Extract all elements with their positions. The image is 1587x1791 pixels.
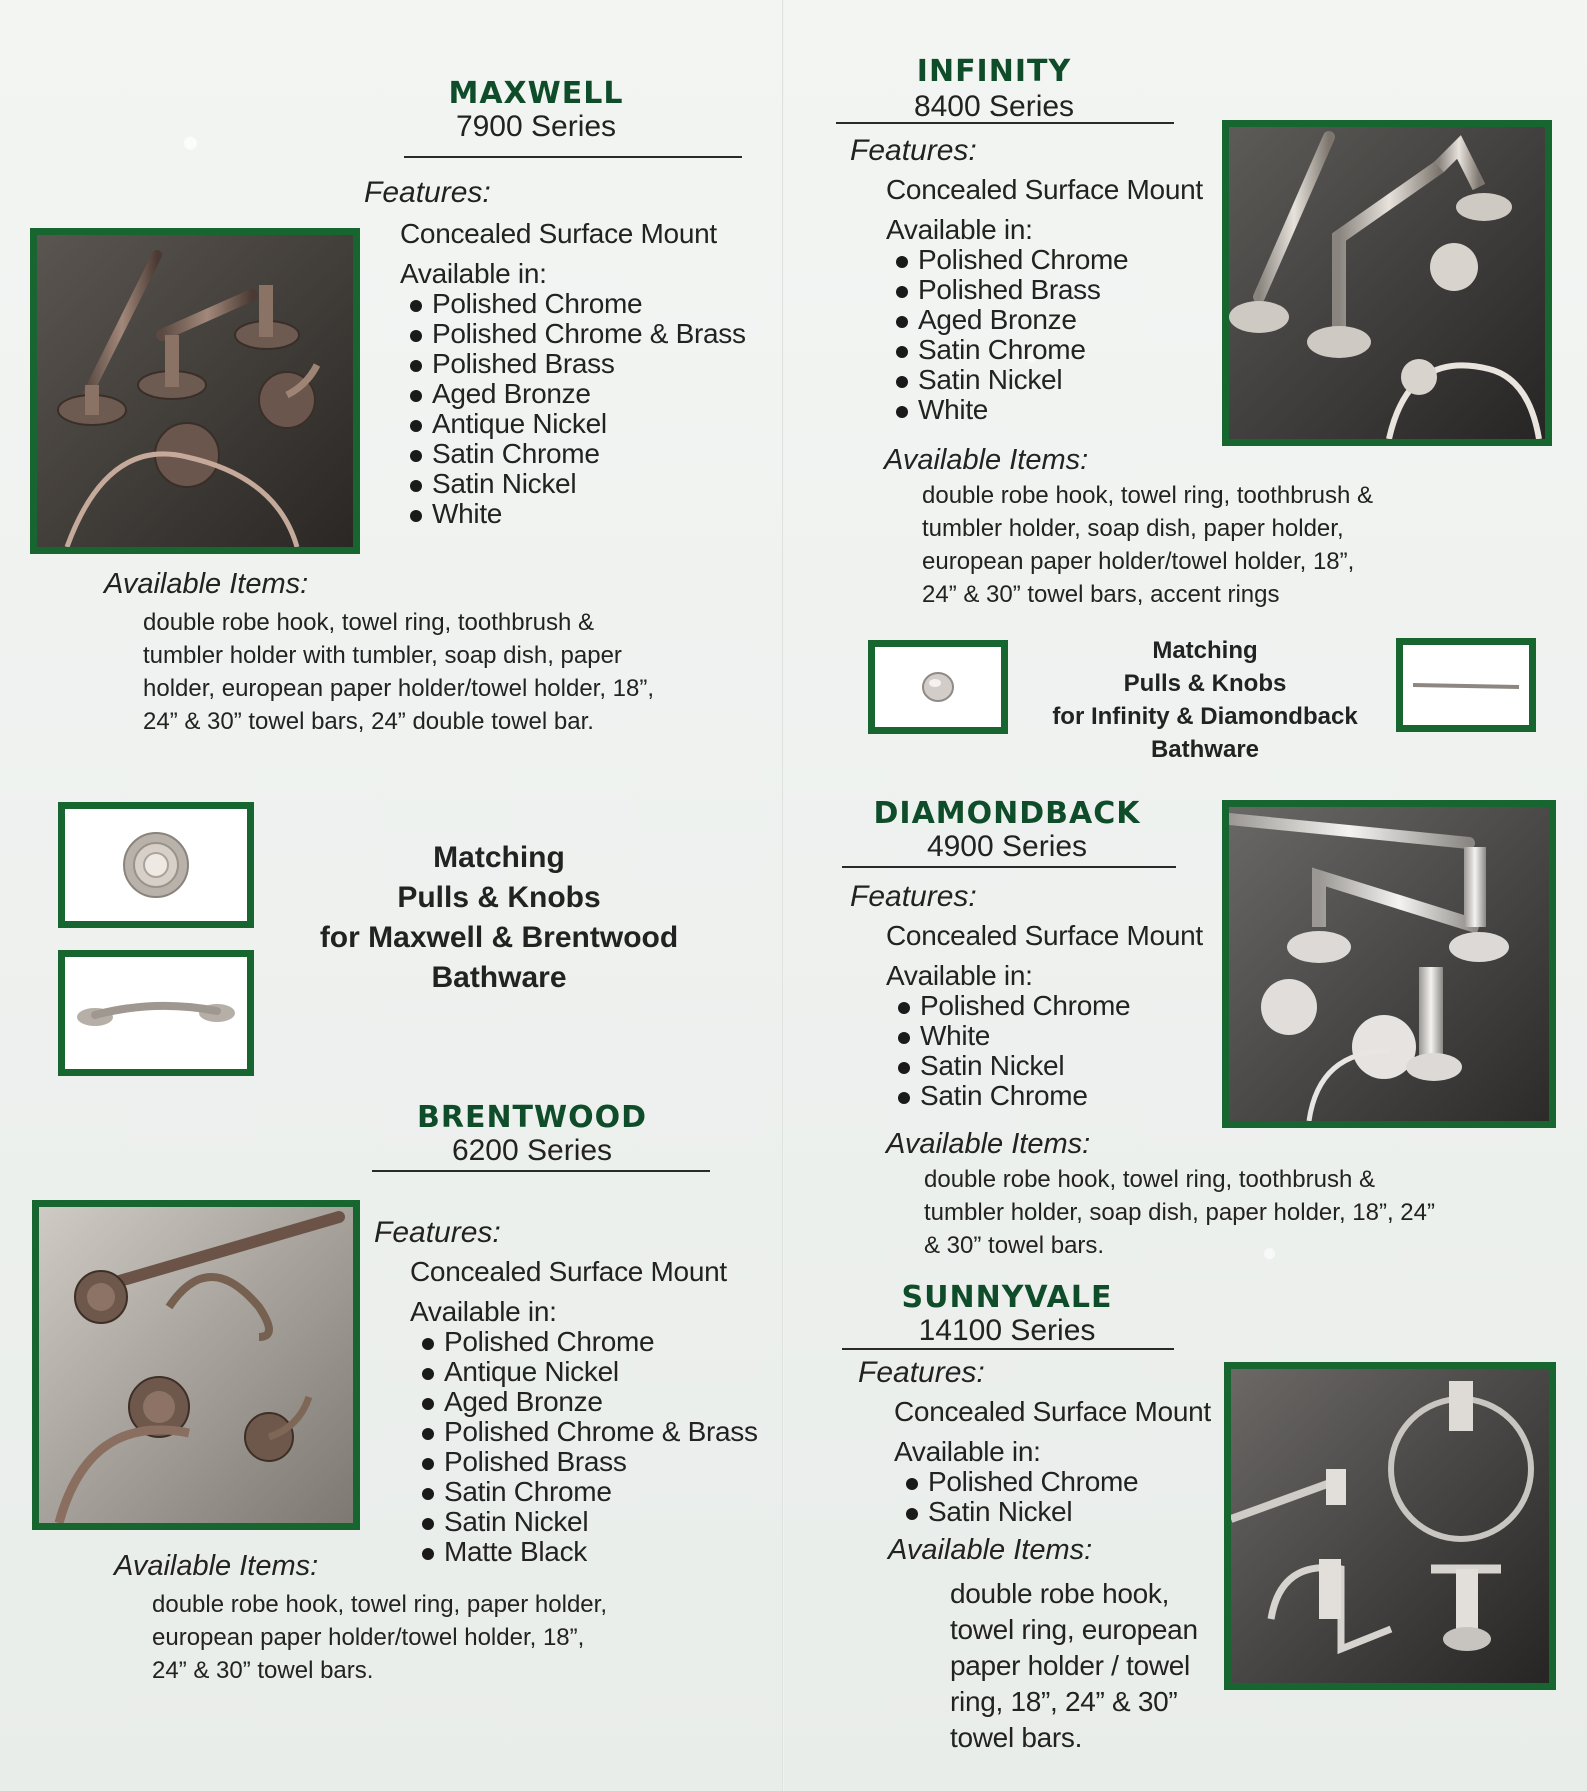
matching-line: Bathware [1150,736,1260,763]
sunnyvale-finish-list [902,1467,1138,1527]
brentwood-available-in: Available in: [410,1296,557,1327]
items-line: double robe hook, towel ring, paper holder, [152,1591,607,1618]
finish-item: Satin Chrome [892,335,1128,365]
maxwell-available-in: Available in: [400,258,547,289]
items-line: & 30” towel bars. [924,1232,1105,1259]
finish-item: Polished Brass [406,349,746,379]
maxwell-title: MAXWELL [448,76,624,111]
finish-item: Satin Nickel [892,365,1128,395]
items-line: towel bars. [950,1722,1083,1753]
finish-item: Polished Brass [418,1447,758,1477]
finish-item: Satin Nickel [894,1051,1130,1081]
finish-item: Satin Nickel [406,469,746,499]
matching-pulls-maxwell-brentwood [284,838,714,998]
infinity-title: INFINITY [916,54,1072,89]
items-line: tumbler holder, soap dish, paper holder, 18”, 24” [924,1199,1435,1226]
finish-item: Satin Chrome [418,1477,758,1507]
maxwell-items-text [143,606,773,738]
finish-item: Polished Chrome [418,1327,758,1357]
diamondback-product-photo [1222,800,1556,1128]
diamondback-features-heading: Features: [850,880,977,913]
infinity-finish-list [892,245,1128,425]
diamondback-mount: Concealed Surface Mount [886,920,1203,951]
sunnyvale-series: 14100 Series [918,1314,1096,1347]
brentwood-mount: Concealed Surface Mount [410,1256,727,1287]
sunnyvale-rule [842,1348,1174,1350]
diamondback-items-text [924,1163,1564,1262]
items-line: 24” & 30” towel bars, 24” double towel bar. [143,708,594,735]
brentwood-series: 6200 Series [451,1134,613,1167]
matching-line: Pulls & Knobs [397,881,601,914]
items-line: paper holder / towel [950,1650,1190,1681]
finish-item: Polished Chrome [894,991,1130,1021]
items-line: double robe hook, [950,1578,1170,1609]
finish-item: Polished Chrome [406,289,746,319]
items-line: ring, 18”, 24” & 30” [950,1686,1178,1717]
brentwood-finish-list [418,1327,758,1567]
items-line: tumbler holder with tumbler, soap dish, paper [143,642,622,669]
diamondback-series: 4900 Series [926,830,1088,863]
brentwood-rule [372,1170,710,1172]
finish-item: Antique Nickel [418,1357,758,1387]
finish-item: Satin Nickel [418,1507,758,1537]
sunnyvale-available-in: Available in: [894,1436,1041,1467]
matching-line: for Infinity & Diamondback [1052,703,1358,730]
brentwood-items-text [152,1588,772,1687]
sunnyvale-title: SUNNYVALE [901,1280,1113,1315]
finish-item: Antique Nickel [406,409,746,439]
brentwood-items-heading: Available Items: [114,1550,319,1582]
finish-item: White [406,499,746,529]
items-line: double robe hook, towel ring, toothbrush & [924,1166,1375,1193]
diamondback-items-heading: Available Items: [886,1128,1091,1160]
finish-item: Polished Chrome & Brass [406,319,746,349]
sunnyvale-features-heading: Features: [858,1356,985,1389]
infinity-knob-photo [868,640,1008,734]
finish-item: Aged Bronze [892,305,1128,335]
diamondback-finish-list [894,991,1130,1111]
diamondback-rule [842,866,1176,868]
finish-item: Matte Black [418,1537,758,1567]
pull-photo [58,950,254,1076]
sunnyvale-items-heading: Available Items: [888,1534,1093,1566]
finish-item: Aged Bronze [406,379,746,409]
matching-line: Pulls & Knobs [1123,670,1287,697]
infinity-mount: Concealed Surface Mount [886,174,1203,205]
maxwell-finish-list [406,289,746,529]
items-line: towel ring, european [950,1614,1198,1645]
maxwell-series: 7900 Series [455,110,617,143]
infinity-items-text [922,479,1562,611]
items-line: european paper holder/towel holder, 18”, [152,1624,585,1651]
maxwell-features-heading: Features: [364,176,491,209]
items-line: holder, european paper holder/towel holder, 18”, [143,675,655,702]
finish-item: Satin Nickel [902,1497,1138,1527]
infinity-features-heading: Features: [850,134,977,167]
items-line: tumbler holder, soap dish, paper holder, [922,515,1344,542]
infinity-items-heading: Available Items: [884,444,1089,476]
matching-line: for Maxwell & Brentwood [319,921,679,954]
finish-item: Polished Brass [892,275,1128,305]
finish-item: Polished Chrome [902,1467,1138,1497]
finish-item: Satin Chrome [406,439,746,469]
brentwood-title: BRENTWOOD [416,1100,648,1135]
maxwell-mount: Concealed Surface Mount [400,218,717,249]
finish-item: White [892,395,1128,425]
items-line: double robe hook, towel ring, toothbrush & [922,482,1373,509]
brentwood-product-photo [32,1200,360,1530]
diamondback-available-in: Available in: [886,960,1033,991]
items-line: double robe hook, towel ring, toothbrush & [143,609,594,636]
matching-line: Matching [1152,637,1258,664]
diamondback-title: DIAMONDBACK [873,796,1141,831]
maxwell-product-photo [30,228,360,554]
matching-line: Matching [433,841,565,874]
finish-item: Polished Chrome & Brass [418,1417,758,1447]
finish-item: Aged Bronze [418,1387,758,1417]
sunnyvale-items-text [950,1576,1220,1756]
infinity-series: 8400 Series [913,90,1075,123]
infinity-pull-photo [1396,638,1536,732]
matching-pulls-infinity-diamondback [1010,634,1400,766]
infinity-rule [836,122,1174,124]
maxwell-rule [404,156,742,158]
finish-item: Satin Chrome [894,1081,1130,1111]
page-fold [782,0,784,1791]
sunnyvale-mount: Concealed Surface Mount [894,1396,1211,1427]
finish-item: Polished Chrome [892,245,1128,275]
matching-line: Bathware [431,961,567,994]
maxwell-items-heading: Available Items: [104,568,309,600]
items-line: 24” & 30” towel bars, accent rings [922,581,1280,608]
sunnyvale-product-photo [1224,1362,1556,1690]
knob-photo [58,802,254,928]
brentwood-features-heading: Features: [374,1216,501,1249]
items-line: 24” & 30” towel bars. [152,1657,374,1684]
infinity-available-in: Available in: [886,214,1033,245]
items-line: european paper holder/towel holder, 18”, [922,548,1355,575]
finish-item: White [894,1021,1130,1051]
infinity-product-photo [1222,120,1552,446]
